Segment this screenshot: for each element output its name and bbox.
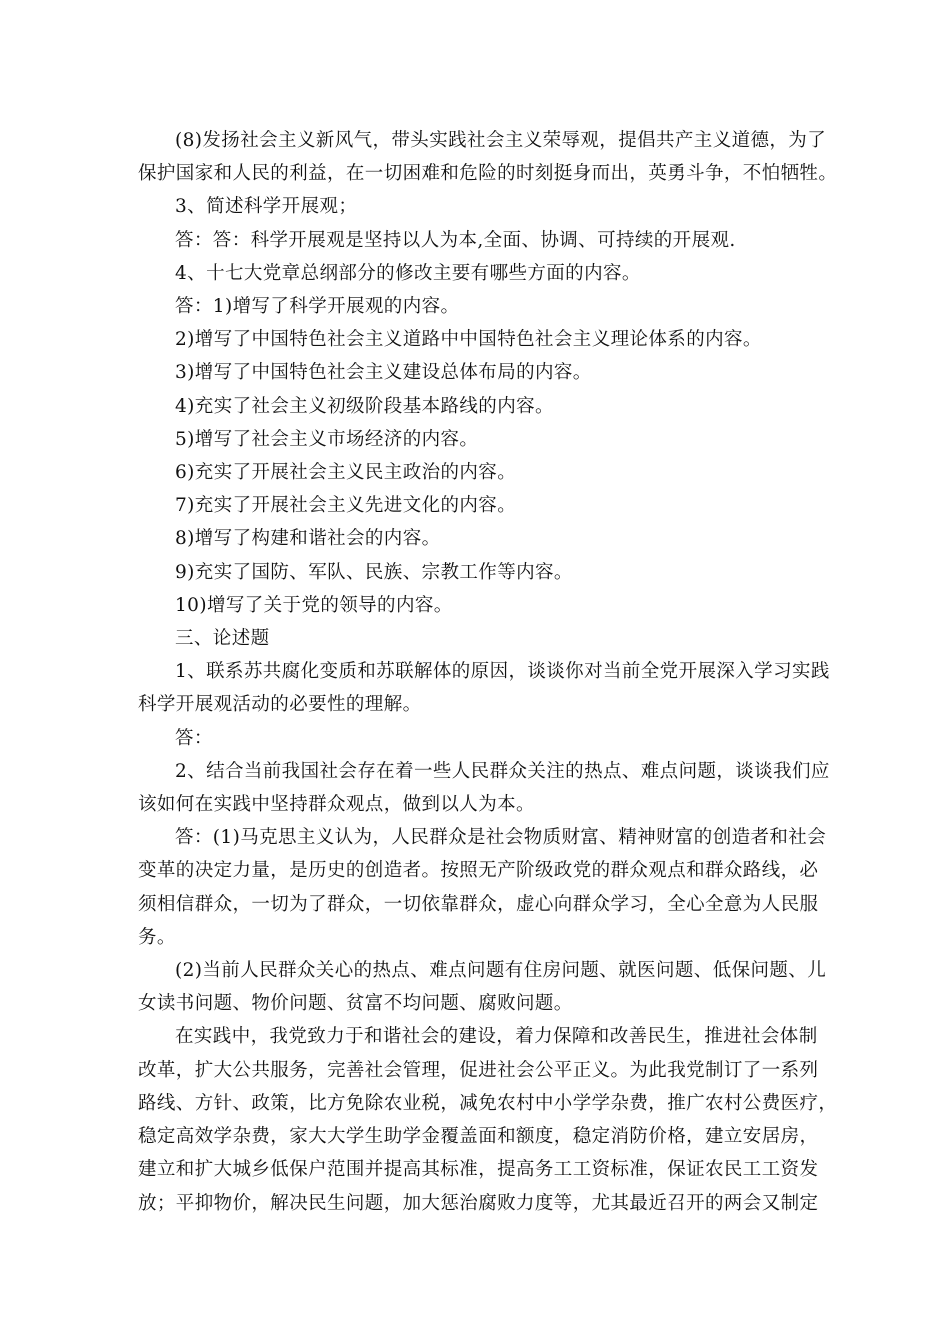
text-line: 答：(1)马克思主义认为，人民群众是社会物质财富、精神财富的创造者和社会 [175, 827, 827, 849]
text-line: 6)充实了开展社会主义民主政治的内容。 [175, 462, 517, 484]
text-line: 女读书问题、物价问题、贫富不均问题、腐败问题。 [138, 993, 573, 1015]
text-line: 须相信群众，一切为了群众，一切依靠群众，虚心向群众学习，全心全意为人民服 [138, 893, 819, 915]
text-line: 稳定高效学杂费，家大大学生助学金覆盖面和额度，稳定消防价格，建立安居房， [138, 1126, 819, 1148]
text-line: 该如何在实践中坚持群众观点，做到以人为本。 [138, 794, 535, 816]
text-line: 保护国家和人民的利益，在一切困难和危险的时刻挺身而出，英勇斗争，不怕牺牲。 [138, 163, 838, 185]
text-line: 答： [175, 727, 213, 749]
text-line: 在实践中，我党致力于和谐社会的建设，着力保障和改善民生，推进社会体制 [175, 1026, 818, 1048]
text-line: 4)充实了社会主义初级阶段基本路线的内容。 [175, 395, 554, 417]
text-line: 答：答：科学开展观是坚持以人为本,全面、协调、可持续的开展观. [175, 229, 736, 251]
text-line: 10)增写了关于党的领导的内容。 [175, 594, 453, 616]
text-line: 5)增写了社会主义市场经济的内容。 [175, 428, 479, 450]
text-line: 科学开展观活动的必要性的理解。 [138, 694, 422, 716]
text-line: 放；平抑物价，解决民生问题，加大惩治腐败力度等，尤其最近召开的两会又制定 [138, 1192, 819, 1214]
text-line: 3、简述科学开展观； [175, 196, 358, 218]
text-line: 8)增写了构建和谐社会的内容。 [175, 528, 441, 550]
text-line: 7)充实了开展社会主义先进文化的内容。 [175, 495, 517, 517]
text-line: 2、结合当前我国社会存在着一些人民群众关注的热点、难点问题，谈谈我们应 [175, 760, 830, 782]
text-line: 9)充实了国防、军队、民族、宗教工作等内容。 [175, 561, 573, 583]
text-line: 2)增写了中国特色社会主义道路中中国特色社会主义理论体系的内容。 [175, 329, 762, 351]
text-line: 变革的决定力量，是历史的创造者。按照无产阶级政党的群众观点和群众路线，必 [138, 860, 819, 882]
text-line: 路线、方针、政策，比方免除农业税，减免农村中小学学杂费，推广农村公费医疗， [138, 1092, 838, 1114]
text-line: 三、论述题 [175, 628, 270, 650]
text-line: 答：1)增写了科学开展观的内容。 [175, 296, 460, 318]
document-body [138, 124, 838, 1220]
text-line: 改革，扩大公共服务，完善社会管理，促进社会公平正义。为此我党制订了一系列 [138, 1059, 819, 1081]
text-line: 务。 [138, 926, 176, 948]
text-line: 建立和扩大城乡低保户范围并提高其标准，提高务工工资标准，保证农民工工资发 [138, 1159, 819, 1181]
text-line: (8)发扬社会主义新风气，带头实践社会主义荣辱观，提倡共产主义道德，为了 [175, 130, 827, 151]
text-line: 4、十七大党章总纲部分的修改主要有哪些方面的内容。 [175, 262, 641, 284]
text-line: 1、联系苏共腐化变质和苏联解体的原因，谈谈你对当前全党开展深入学习实践 [175, 661, 830, 683]
text-line: (2)当前人民群众关心的热点、难点问题有住房问题、就医问题、低保问题、儿 [175, 960, 827, 982]
text-line: 3)增写了中国特色社会主义建设总体布局的内容。 [175, 362, 592, 384]
